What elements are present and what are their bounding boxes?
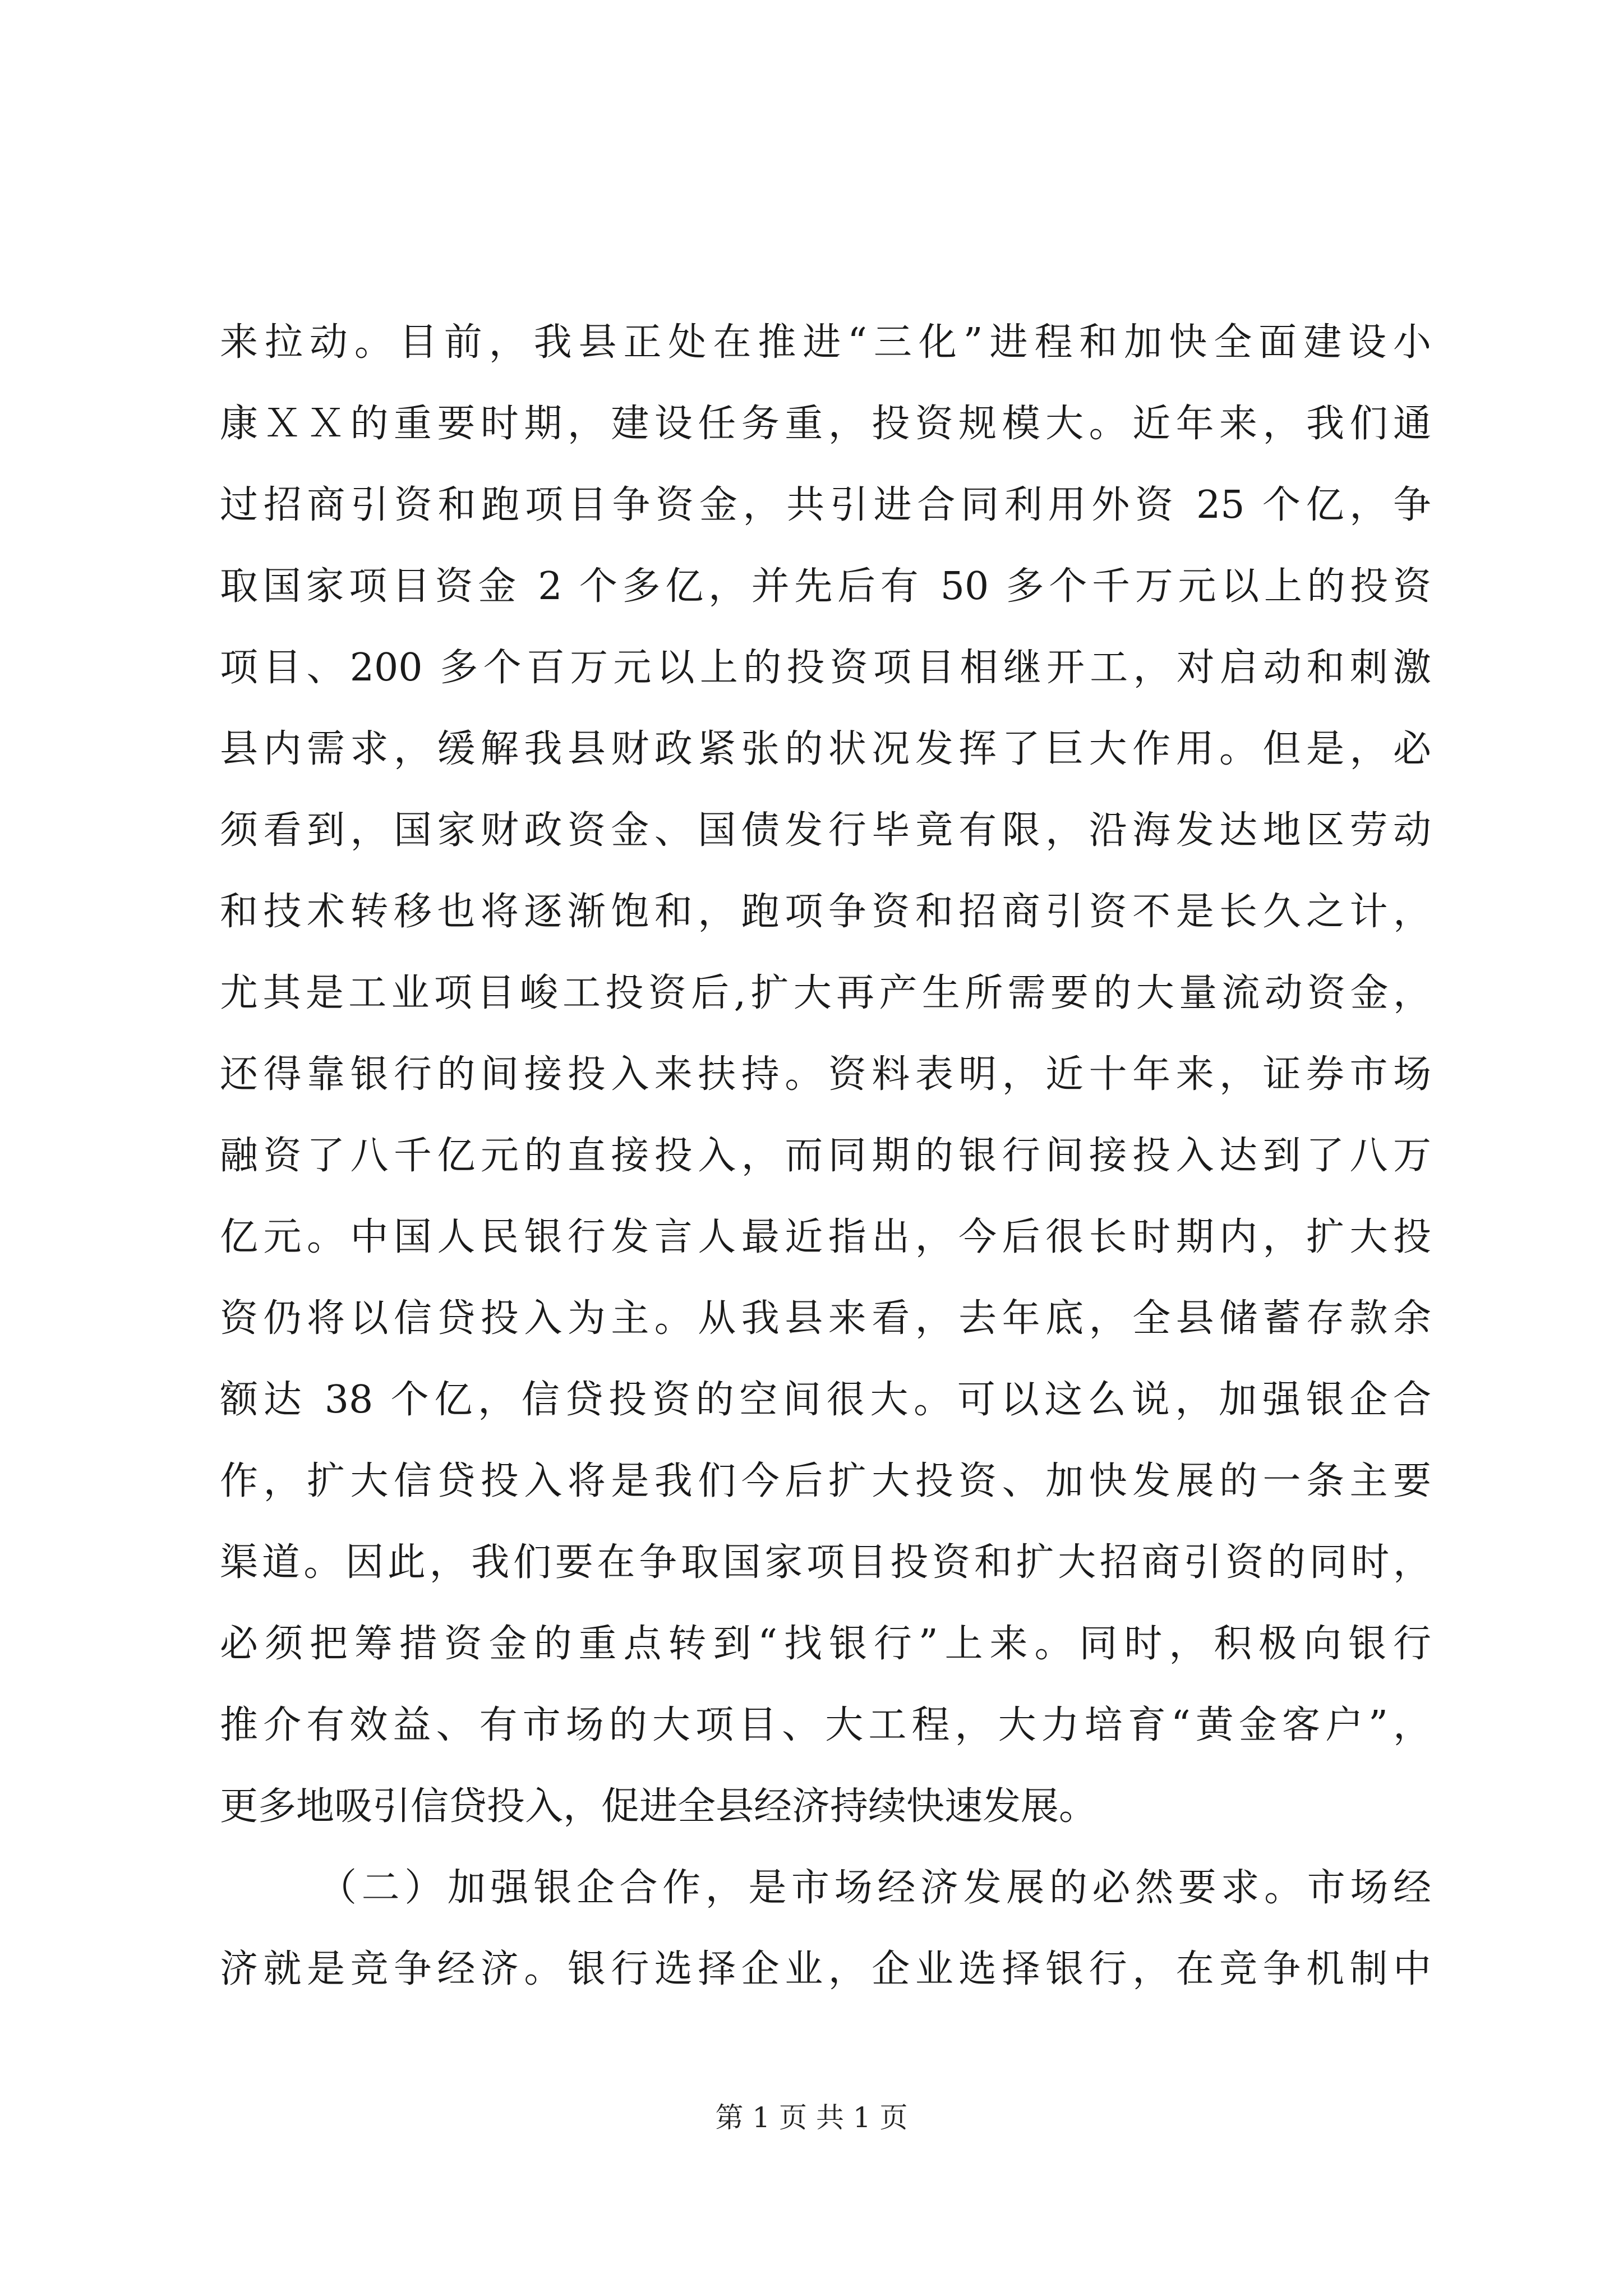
text-line: 县内需求，缓解我县财政紧张的状况发挥了巨大作用。但是，必 [220,727,1431,771]
page-footer: 第 1 页 共 1 页 [715,2101,908,2134]
text-line: 取国家项目资金 2 个多亿，并先后有 50 多个千万元以上的投资 [220,564,1431,609]
text-line: 额达 38 个亿，信贷投资的空间很大。可以这么说，加强银企合 [220,1378,1431,1422]
text-line: 尤其是工业项目峻工投资后,扩大再产生所需要的大量流动资金， [220,971,1431,1015]
text-line: 项目、200 多个百万元以上的投资项目相继开工，对启动和刺激 [220,646,1431,690]
text-line: 过招商引资和跑项目争资金，共引进合同利用外资 25 个亿，争 [220,483,1431,527]
text-line: 须看到，国家财政资金、国债发行毕竟有限，沿海发达地区劳动 [220,808,1431,853]
text-line: 亿元。中国人民银行发言人最近指出，今后很长时期内，扩大投 [220,1215,1431,1259]
text-line: 康ＸＸ的重要时期，建设任务重，投资规模大。近年来，我们通 [220,402,1431,446]
text-line: 来拉动。目前，我县正处在推进“三化”进程和加快全面建设小 [220,320,1431,365]
paragraph-end-line: 更多地吸引信贷投入，促进全县经济持续快速发展。 [220,1784,1098,1829]
text-line: 渠道。因此，我们要在争取国家项目投资和扩大招商引资的同时， [220,1540,1431,1585]
text-line: 必须把筹措资金的重点转到“找银行”上来。同时，积极向银行 [220,1622,1431,1666]
text-line: 推介有效益、有市场的大项目、大工程，大力培育“黄金客户”， [220,1703,1431,1747]
text-line: 作，扩大信贷投入将是我们今后扩大投资、加快发展的一条主要 [220,1459,1431,1503]
text-line: 还得靠银行的间接投入来扶持。资料表明，近十年来，证券市场 [220,1052,1431,1097]
text-line: 济就是竞争经济。银行选择企业，企业选择银行，在竞争机制中 [220,1947,1431,1991]
body-text [220,302,1431,2010]
paragraph-start-line: （二）加强银企合作，是市场经济发展的必然要求。市场经 [319,1866,1431,1910]
text-line: 和技术转移也将逐渐饱和，跑项争资和招商引资不是长久之计， [220,890,1431,934]
text-line: 资仍将以信贷投入为主。从我县来看，去年底，全县储蓄存款余 [220,1296,1431,1341]
text-line: 融资了八千亿元的直接投入，而同期的银行间接投入达到了八万 [220,1134,1431,1178]
